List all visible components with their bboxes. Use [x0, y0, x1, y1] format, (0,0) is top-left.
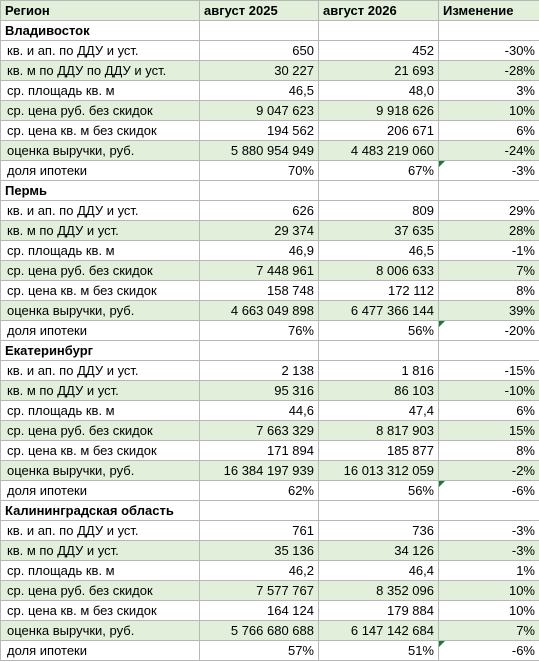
value-august-2026-cell[interactable]	[319, 61, 439, 81]
cell-value: 95 316	[274, 383, 314, 398]
cell-value: ср. площадь кв. м	[7, 83, 115, 98]
value-august-2025-cell[interactable]	[200, 621, 319, 641]
cell-value: кв. м по ДДУ и уст.	[7, 223, 119, 238]
cell-comment-marker-icon	[439, 641, 445, 647]
value-august-2026-cell[interactable]	[319, 301, 439, 321]
region-empty-cell[interactable]	[319, 341, 439, 361]
metric-row	[1, 221, 539, 241]
cell-value: 16 013 312 059	[343, 463, 434, 478]
metric-row	[1, 581, 539, 601]
change-percent-cell[interactable]	[439, 581, 539, 601]
cell-value: 10%	[508, 583, 535, 598]
value-august-2026-cell[interactable]	[319, 641, 439, 661]
cell-value: 21 693	[394, 63, 434, 78]
change-percent-cell[interactable]	[439, 561, 539, 581]
metric-label-cell[interactable]	[1, 221, 200, 241]
cell-value: ср. цена кв. м без скидок	[7, 283, 157, 298]
table-header-row	[1, 1, 539, 21]
cell-value: 4 663 049 898	[230, 303, 314, 318]
metric-row	[1, 261, 539, 281]
value-august-2026-cell[interactable]	[319, 481, 439, 501]
region-empty-cell[interactable]	[200, 21, 319, 41]
cell-value: 6%	[516, 403, 535, 418]
metric-row	[1, 161, 539, 181]
header-change[interactable]: Изменение	[439, 1, 539, 21]
cell-value: 39%	[508, 303, 535, 318]
cell-value: 185 877	[387, 443, 434, 458]
value-august-2025-cell[interactable]	[200, 421, 319, 441]
value-august-2025-cell[interactable]	[200, 201, 319, 221]
header-region[interactable]: Регион	[1, 1, 200, 21]
value-august-2026-cell[interactable]	[319, 421, 439, 441]
metric-label-cell[interactable]	[1, 581, 200, 601]
value-august-2025-cell[interactable]	[200, 521, 319, 541]
metric-label-cell[interactable]	[1, 41, 200, 61]
value-august-2025-cell[interactable]	[200, 641, 319, 661]
change-percent-cell[interactable]	[439, 161, 539, 181]
metric-label-cell[interactable]	[1, 541, 200, 561]
value-august-2026-cell[interactable]	[319, 461, 439, 481]
cell-value: 30 227	[274, 63, 314, 78]
value-august-2026-cell[interactable]	[319, 381, 439, 401]
cell-value: 8 352 096	[376, 583, 434, 598]
value-august-2026-cell[interactable]	[319, 201, 439, 221]
cell-value: 28%	[508, 223, 535, 238]
value-august-2026-cell[interactable]	[319, 401, 439, 421]
metric-row	[1, 481, 539, 501]
cell-value: 6%	[516, 123, 535, 138]
cell-value: 626	[292, 203, 314, 218]
region-row	[1, 501, 539, 521]
change-percent-cell[interactable]	[439, 441, 539, 461]
value-august-2026-cell[interactable]	[319, 261, 439, 281]
cell-value: 164 124	[267, 603, 314, 618]
region-name-cell[interactable]: Калининградская область	[1, 501, 200, 521]
region-name-cell[interactable]: Екатеринбург	[1, 341, 200, 361]
cell-value: 57%	[287, 643, 314, 658]
cell-value: -3%	[511, 523, 535, 538]
metric-row	[1, 301, 539, 321]
region-empty-cell[interactable]	[200, 341, 319, 361]
value-august-2026-cell[interactable]	[319, 521, 439, 541]
change-percent-cell[interactable]	[439, 481, 539, 501]
cell-value: 7%	[516, 623, 535, 638]
metric-row	[1, 141, 539, 161]
value-august-2025-cell[interactable]	[200, 281, 319, 301]
cell-value: 29%	[508, 203, 535, 218]
region-empty-cell[interactable]	[439, 501, 539, 521]
cell-value: ср. цена кв. м без скидок	[7, 443, 157, 458]
value-august-2026-cell[interactable]	[319, 101, 439, 121]
value-august-2026-cell[interactable]	[319, 281, 439, 301]
cell-value: 62%	[287, 483, 314, 498]
change-percent-cell[interactable]	[439, 401, 539, 421]
metric-label-cell[interactable]	[1, 201, 200, 221]
metric-row	[1, 461, 539, 481]
cell-value: 5 880 954 949	[230, 143, 314, 158]
value-august-2026-cell[interactable]	[319, 601, 439, 621]
header-august-2025[interactable]: август 2025	[200, 1, 319, 21]
cell-value: доля ипотеки	[7, 323, 87, 338]
change-percent-cell[interactable]	[439, 121, 539, 141]
cell-value: кв. и ап. по ДДУ и уст.	[7, 203, 139, 218]
metric-label-cell[interactable]	[1, 101, 200, 121]
cell-value: 809	[412, 203, 434, 218]
cell-value: 8 817 903	[376, 423, 434, 438]
cell-value: -2%	[511, 463, 535, 478]
metric-label-cell[interactable]	[1, 121, 200, 141]
value-august-2025-cell[interactable]	[200, 561, 319, 581]
metric-label-cell[interactable]	[1, 481, 200, 501]
change-percent-cell[interactable]	[439, 101, 539, 121]
cell-value: 9 918 626	[376, 103, 434, 118]
change-percent-cell[interactable]	[439, 221, 539, 241]
metric-row	[1, 561, 539, 581]
change-percent-cell[interactable]	[439, 81, 539, 101]
cell-value: кв. м по ДДУ и уст.	[7, 543, 119, 558]
value-august-2026-cell[interactable]	[319, 121, 439, 141]
change-percent-cell[interactable]	[439, 281, 539, 301]
cell-value: 46,2	[288, 563, 314, 578]
change-percent-cell[interactable]	[439, 541, 539, 561]
cell-value: 10%	[508, 603, 535, 618]
change-percent-cell[interactable]	[439, 521, 539, 541]
cell-value: 1 816	[401, 363, 434, 378]
cell-value: 46,5	[288, 83, 314, 98]
region-empty-cell[interactable]	[439, 341, 539, 361]
cell-value: 736	[412, 523, 434, 538]
change-percent-cell[interactable]	[439, 241, 539, 261]
cell-value: 172 112	[387, 283, 434, 298]
metric-label-cell[interactable]	[1, 421, 200, 441]
metric-label-cell[interactable]	[1, 621, 200, 641]
value-august-2025-cell[interactable]	[200, 441, 319, 461]
metric-row	[1, 361, 539, 381]
change-percent-cell[interactable]	[439, 461, 539, 481]
metric-label-cell[interactable]	[1, 401, 200, 421]
change-percent-cell[interactable]	[439, 361, 539, 381]
metric-label-cell[interactable]	[1, 61, 200, 81]
change-percent-cell[interactable]	[439, 141, 539, 161]
metric-row	[1, 381, 539, 401]
metric-label-cell[interactable]	[1, 521, 200, 541]
cell-value: 8 006 633	[376, 263, 434, 278]
value-august-2025-cell[interactable]	[200, 321, 319, 341]
change-percent-cell[interactable]	[439, 601, 539, 621]
cell-value: 86 103	[394, 383, 434, 398]
cell-value: 46,9	[288, 243, 314, 258]
region-empty-cell[interactable]	[439, 181, 539, 201]
cell-value: -15%	[504, 363, 535, 378]
metric-label-cell[interactable]	[1, 381, 200, 401]
value-august-2026-cell[interactable]	[319, 441, 439, 461]
cell-value: -20%	[504, 323, 535, 338]
cell-value: кв. м по ДДУ и уст.	[7, 383, 119, 398]
cell-comment-marker-icon	[439, 481, 445, 487]
cell-value: 761	[292, 523, 314, 538]
cell-value: оценка выручки, руб.	[7, 623, 135, 638]
cell-value: 3%	[516, 83, 535, 98]
change-percent-cell[interactable]	[439, 321, 539, 341]
metric-row	[1, 101, 539, 121]
change-percent-cell[interactable]	[439, 61, 539, 81]
change-percent-cell[interactable]	[439, 641, 539, 661]
value-august-2025-cell[interactable]	[200, 301, 319, 321]
metric-row	[1, 541, 539, 561]
cell-value: доля ипотеки	[7, 643, 87, 658]
value-august-2025-cell[interactable]	[200, 381, 319, 401]
value-august-2026-cell[interactable]	[319, 361, 439, 381]
region-empty-cell[interactable]	[200, 181, 319, 201]
cell-value: 6 477 366 144	[350, 303, 434, 318]
value-august-2025-cell[interactable]	[200, 101, 319, 121]
cell-value: -1%	[511, 243, 535, 258]
value-august-2026-cell[interactable]	[319, 621, 439, 641]
metric-label-cell[interactable]	[1, 141, 200, 161]
cell-value: 56%	[407, 483, 434, 498]
value-august-2025-cell[interactable]	[200, 121, 319, 141]
cell-value: 650	[292, 43, 314, 58]
cell-value: 48,0	[408, 83, 434, 98]
cell-value: 7 663 329	[256, 423, 314, 438]
cell-value: кв. и ап. по ДДУ и уст.	[7, 43, 139, 58]
region-empty-cell[interactable]	[439, 21, 539, 41]
metric-row	[1, 41, 539, 61]
metric-row	[1, 521, 539, 541]
value-august-2026-cell[interactable]	[319, 41, 439, 61]
cell-value: 1%	[516, 563, 535, 578]
value-august-2025-cell[interactable]	[200, 261, 319, 281]
value-august-2025-cell[interactable]	[200, 81, 319, 101]
header-august-2026[interactable]: август 2026	[319, 1, 439, 21]
value-august-2025-cell[interactable]	[200, 41, 319, 61]
cell-value: 16 384 197 939	[223, 463, 314, 478]
cell-value: ср. цена кв. м без скидок	[7, 123, 157, 138]
cell-value: 7 577 767	[256, 583, 314, 598]
value-august-2025-cell[interactable]	[200, 241, 319, 261]
cell-value: 158 748	[267, 283, 314, 298]
metric-row	[1, 281, 539, 301]
cell-value: 7 448 961	[256, 263, 314, 278]
cell-value: 76%	[287, 323, 314, 338]
metric-row	[1, 421, 539, 441]
cell-comment-marker-icon	[439, 321, 445, 327]
value-august-2026-cell[interactable]	[319, 221, 439, 241]
change-percent-cell[interactable]	[439, 621, 539, 641]
value-august-2025-cell[interactable]	[200, 581, 319, 601]
cell-value: -10%	[504, 383, 535, 398]
cell-value: 206 671	[387, 123, 434, 138]
cell-value: 29 374	[274, 223, 314, 238]
cell-value: 9 047 623	[256, 103, 314, 118]
value-august-2026-cell[interactable]	[319, 541, 439, 561]
cell-value: -3%	[511, 543, 535, 558]
cell-value: ср. цена руб. без скидок	[7, 423, 153, 438]
cell-value: кв. и ап. по ДДУ и уст.	[7, 363, 139, 378]
cell-value: 171 894	[267, 443, 314, 458]
change-percent-cell[interactable]	[439, 41, 539, 61]
change-percent-cell[interactable]	[439, 381, 539, 401]
cell-value: -30%	[504, 43, 535, 58]
metric-label-cell[interactable]	[1, 241, 200, 261]
cell-value: 46,4	[408, 563, 434, 578]
metric-row	[1, 201, 539, 221]
cell-value: 44,6	[288, 403, 314, 418]
value-august-2026-cell[interactable]	[319, 241, 439, 261]
value-august-2025-cell[interactable]	[200, 61, 319, 81]
metric-row	[1, 121, 539, 141]
value-august-2026-cell[interactable]	[319, 161, 439, 181]
region-empty-cell[interactable]	[200, 501, 319, 521]
value-august-2025-cell[interactable]	[200, 541, 319, 561]
cell-value: кв. и ап. по ДДУ и уст.	[7, 523, 139, 538]
metric-row	[1, 641, 539, 661]
cell-value: -6%	[511, 643, 535, 658]
cell-value: ср. цена кв. м без скидок	[7, 603, 157, 618]
value-august-2026-cell[interactable]	[319, 321, 439, 341]
metric-label-cell[interactable]	[1, 81, 200, 101]
cell-value: ср. площадь кв. м	[7, 563, 115, 578]
cell-value: 56%	[407, 323, 434, 338]
metric-row	[1, 601, 539, 621]
cell-value: доля ипотеки	[7, 163, 87, 178]
metric-row	[1, 321, 539, 341]
cell-value: 37 635	[394, 223, 434, 238]
table-body	[1, 1, 539, 661]
cell-value: 452	[412, 43, 434, 58]
value-august-2026-cell[interactable]	[319, 581, 439, 601]
cell-value: 179 884	[387, 603, 434, 618]
cell-value: ср. площадь кв. м	[7, 403, 115, 418]
cell-value: 51%	[407, 643, 434, 658]
change-percent-cell[interactable]	[439, 301, 539, 321]
metric-label-cell[interactable]	[1, 441, 200, 461]
cell-value: ср. цена руб. без скидок	[7, 263, 153, 278]
metric-label-cell[interactable]	[1, 301, 200, 321]
cell-value: доля ипотеки	[7, 483, 87, 498]
value-august-2026-cell[interactable]	[319, 561, 439, 581]
metric-label-cell[interactable]	[1, 601, 200, 621]
change-percent-cell[interactable]	[439, 261, 539, 281]
region-empty-cell[interactable]	[319, 181, 439, 201]
value-august-2026-cell[interactable]	[319, 141, 439, 161]
value-august-2025-cell[interactable]	[200, 161, 319, 181]
cell-value: -3%	[511, 163, 535, 178]
change-percent-cell[interactable]	[439, 421, 539, 441]
cell-value: 35 136	[274, 543, 314, 558]
cell-value: -28%	[504, 63, 535, 78]
metric-label-cell[interactable]	[1, 561, 200, 581]
value-august-2025-cell[interactable]	[200, 401, 319, 421]
cell-value: оценка выручки, руб.	[7, 303, 135, 318]
cell-value: 2 138	[281, 363, 314, 378]
cell-value: ср. площадь кв. м	[7, 243, 115, 258]
cell-value: 4 483 219 060	[350, 143, 434, 158]
region-name-cell[interactable]: Владивосток	[1, 21, 200, 41]
region-empty-cell[interactable]	[319, 21, 439, 41]
metric-label-cell[interactable]	[1, 161, 200, 181]
value-august-2025-cell[interactable]	[200, 221, 319, 241]
value-august-2026-cell[interactable]	[319, 81, 439, 101]
cell-value: 46,5	[408, 243, 434, 258]
cell-value: 70%	[287, 163, 314, 178]
metric-label-cell[interactable]	[1, 261, 200, 281]
cell-value: ср. цена руб. без скидок	[7, 103, 153, 118]
metric-row	[1, 61, 539, 81]
value-august-2025-cell[interactable]	[200, 361, 319, 381]
cell-value: 8%	[516, 283, 535, 298]
cell-value: кв. м по ДДУ по ДДУ и уст.	[7, 63, 167, 78]
cell-value: 7%	[516, 263, 535, 278]
metric-label-cell[interactable]	[1, 281, 200, 301]
cell-value: оценка выручки, руб.	[7, 463, 135, 478]
cell-value: 47,4	[408, 403, 434, 418]
metric-row	[1, 81, 539, 101]
metric-label-cell[interactable]	[1, 641, 200, 661]
change-percent-cell[interactable]	[439, 201, 539, 221]
cell-value: ср. цена руб. без скидок	[7, 583, 153, 598]
value-august-2025-cell[interactable]	[200, 461, 319, 481]
cell-value: 8%	[516, 443, 535, 458]
cell-value: 5 766 680 688	[230, 623, 314, 638]
cell-value: -24%	[504, 143, 535, 158]
cell-value: 194 562	[267, 123, 314, 138]
value-august-2025-cell[interactable]	[200, 141, 319, 161]
metric-row	[1, 401, 539, 421]
region-row	[1, 341, 539, 361]
metric-row	[1, 241, 539, 261]
metric-label-cell[interactable]	[1, 461, 200, 481]
cell-value: оценка выручки, руб.	[7, 143, 135, 158]
metric-row	[1, 441, 539, 461]
cell-value: -6%	[511, 483, 535, 498]
cell-value: 15%	[508, 423, 535, 438]
metric-label-cell[interactable]	[1, 321, 200, 341]
region-row	[1, 181, 539, 201]
region-empty-cell[interactable]	[319, 501, 439, 521]
cell-value: 67%	[407, 163, 434, 178]
cell-value: 34 126	[394, 543, 434, 558]
region-row	[1, 21, 539, 41]
metric-row	[1, 621, 539, 641]
value-august-2025-cell[interactable]	[200, 601, 319, 621]
metric-label-cell[interactable]	[1, 361, 200, 381]
cell-comment-marker-icon	[439, 161, 445, 167]
cell-value: 6 147 142 684	[350, 623, 434, 638]
cell-value: 10%	[508, 103, 535, 118]
value-august-2025-cell[interactable]	[200, 481, 319, 501]
region-name-cell[interactable]: Пермь	[1, 181, 200, 201]
